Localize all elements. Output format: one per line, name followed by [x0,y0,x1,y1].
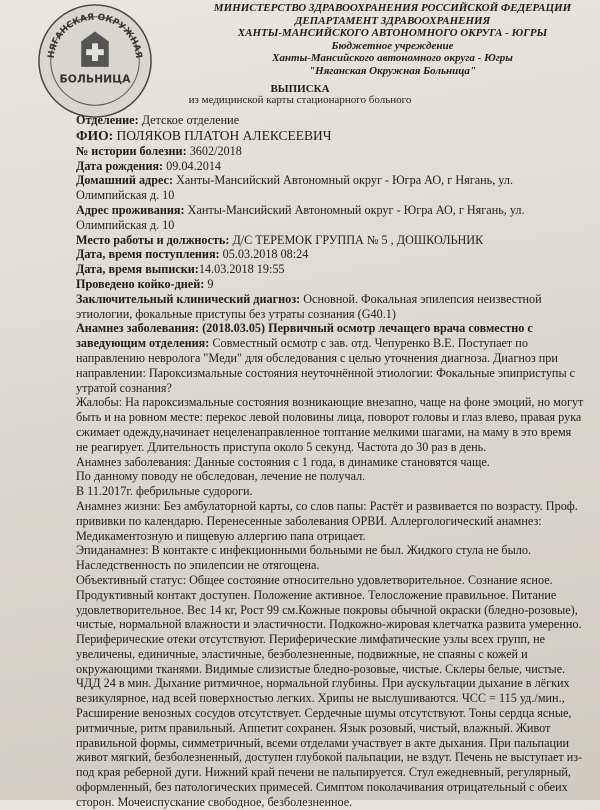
residence-address-row: Адрес проживания: Ханты-Мансийский Автономный округ - Югра АО, г Нягань, ул. Олимпийская д. 10 [76,202,525,232]
fio-row: ФИО: ПОЛЯКОВ ПЛАТОН АЛЕКСЕЕВИЧ [76,127,332,143]
history-paragraph: По данному поводу не обследован, лечение не получал. [76,469,366,484]
complaints-paragraph: Жалобы: На пароксизмальные состояния возникающие внезапно, чаще на фоне эмоций, но могут быть и на ровном месте: перекос левой половины лица, поворот головы и глаз влево, правая рука сжимает одежду,начинает нецеленаправленное топтание мелкими шагами, на маму в это время не реагирует. Длительность приступа около 5 секунд. Частота до 30 раз в день. [76,395,584,454]
header-line: Бюджетное учреждение [331,39,454,52]
epid-paragraph: Эпиданамнез: В контакте с инфекционными больными не был. Жидкого стула не было. [76,543,532,558]
header-line: "Няганская Окружная Больница" [309,64,476,77]
document-title: ВЫПИСКА [270,83,330,95]
header-line: ХАНТЫ-МАНСИЙСКОГО АВТОНОМНОГО ОКРУГА - ЮГРЫ [237,27,548,40]
history-paragraph: Анамнез заболевания: Данные состояния с 1 года, в динамике становятся чаще. [76,454,490,469]
dob-row: Дата рождения: 09.04.2014 [76,158,222,173]
document-body [76,113,584,810]
history-paragraph: В 11.2017г. фебрильные судороги. [76,484,253,499]
life-history-paragraph: Анамнез жизни: Без амбулаторной карты, со слов папы: Растёт и развивается по возрасту. Проф. прививки по календарю. Перенесенные заболевания ОРВИ. Аллергологический анамнез: Медикаментозную и пищевую аллергию папа отрицает. [76,498,578,543]
header-line: Ханты-Мансийского автономного округа - Югры [272,52,513,65]
anamnesis-row: Анамнез заболевания: (2018.03.05) Первичный осмотр лечащего врача совместно с заведующим отделения: Совместный осмотр с зав. отд. Чепуренко В.Е. Поступает по направлению невролога "Меди" для обследования с целью уточнения диагноза. Диагноз при направлении: Пароксизмальные состояния неуточнённой этиологии: Фокальные эпиприступы с утратой сознания? [76,321,576,395]
header-line: МИНИСТЕРСТВО ЗДРАВООХРАНЕНИЯ РОССИЙСКОЙ ФЕДЕРАЦИИ [213,2,572,14]
bed-days-row: Проведено койко-дней: 9 [76,276,214,291]
work-row: Место работы и должность: Д/С ТЕРЕМОК ГРУППА № 5 , ДОШКОЛЬНИК [76,232,484,247]
diagnosis-row: Заключительный клинический диагноз: Основной. Фокальная эпилепсия неизвестной этиологии, фокальные приступы без утраты сознания (G40.1) [76,291,542,321]
history-row: № истории болезни: 3602/2018 [76,143,242,158]
header-block [200,2,585,78]
department-row: Отделение: Детское отделение [76,113,240,127]
header-line: ДЕПАРТАМЕНТ ЗДРАВООХРАНЕНИЯ [294,14,491,27]
logo-text-bottom: БОЛЬНИЦА [59,72,131,86]
logo-text-top: НЯГАНСКАЯ ОКРУЖНАЯ [46,12,144,59]
objective-status-paragraph: Объективный статус: Общее состояние относительно удовлетворительное. Сознание ясное. Продуктивный контакт доступен. Положение активное. Телосложение правильное. Питание удовлетворительное. Вес 14 кг, Рост 99 см.Кожные покровы обычной окраски (бледно-розовые), чистые, нормальной влажности и эластичности. Подкожно-жировая клетчатка развита умеренно. Периферические отеки отсутствуют. Периферические лимфатические узлы всех групп, не увеличены, единичные, эластичные, безболезненные, подвижные, не спаяны с кожей и окружающими тканями. Видимые слизистые бледно-розовые, чистые. Склеры белые, чистые. ЧДД 24 в мин. Дыхание ритмичное, нормальной глубины. При аускультации дыхание в лёгких везикулярное, над всей поверхностью легких. Хрипы не выслушиваются. ЧСС = 115 уд./мин., Расширение венозных сосудов отсутствует. Сердечные шумы отсутствуют. Тоны сердца ясные, ритмичные, ритм правильный. Аппетит сохранен. Язык розовый, чистый, влажный. Живот правильной формы, симметричный, всеми отделами участвует в акте дыхания. При пальпации живот мягкий, безболезненный, доступен глубокой пальпации, не вздут. Печень не выступает из-под края реберной дуги. Нижний край печени не пальпируется. Стул ежедневный, регулярный, оформленный, без патологических примесей. Симптом поколачивания отрицательный с обеих сторон. Мочеиспускание свободное, безболезненное. [76,572,583,809]
heredity-paragraph: Наследственность по эпилепсии не отягощена. [76,558,320,573]
discharge-row: Дата, время выписки:14.03.2018 19:55 [76,262,285,277]
document-subtitle: из медицинской карты стационарного больного [188,94,412,106]
admission-row: Дата, время поступления: 05.03.2018 08:24 [76,247,309,262]
home-address-row: Домашний адрес: Ханты-Мансийский Автономный округ - Югра АО, г Нягань, ул. Олимпийская д. 10 [76,173,513,203]
